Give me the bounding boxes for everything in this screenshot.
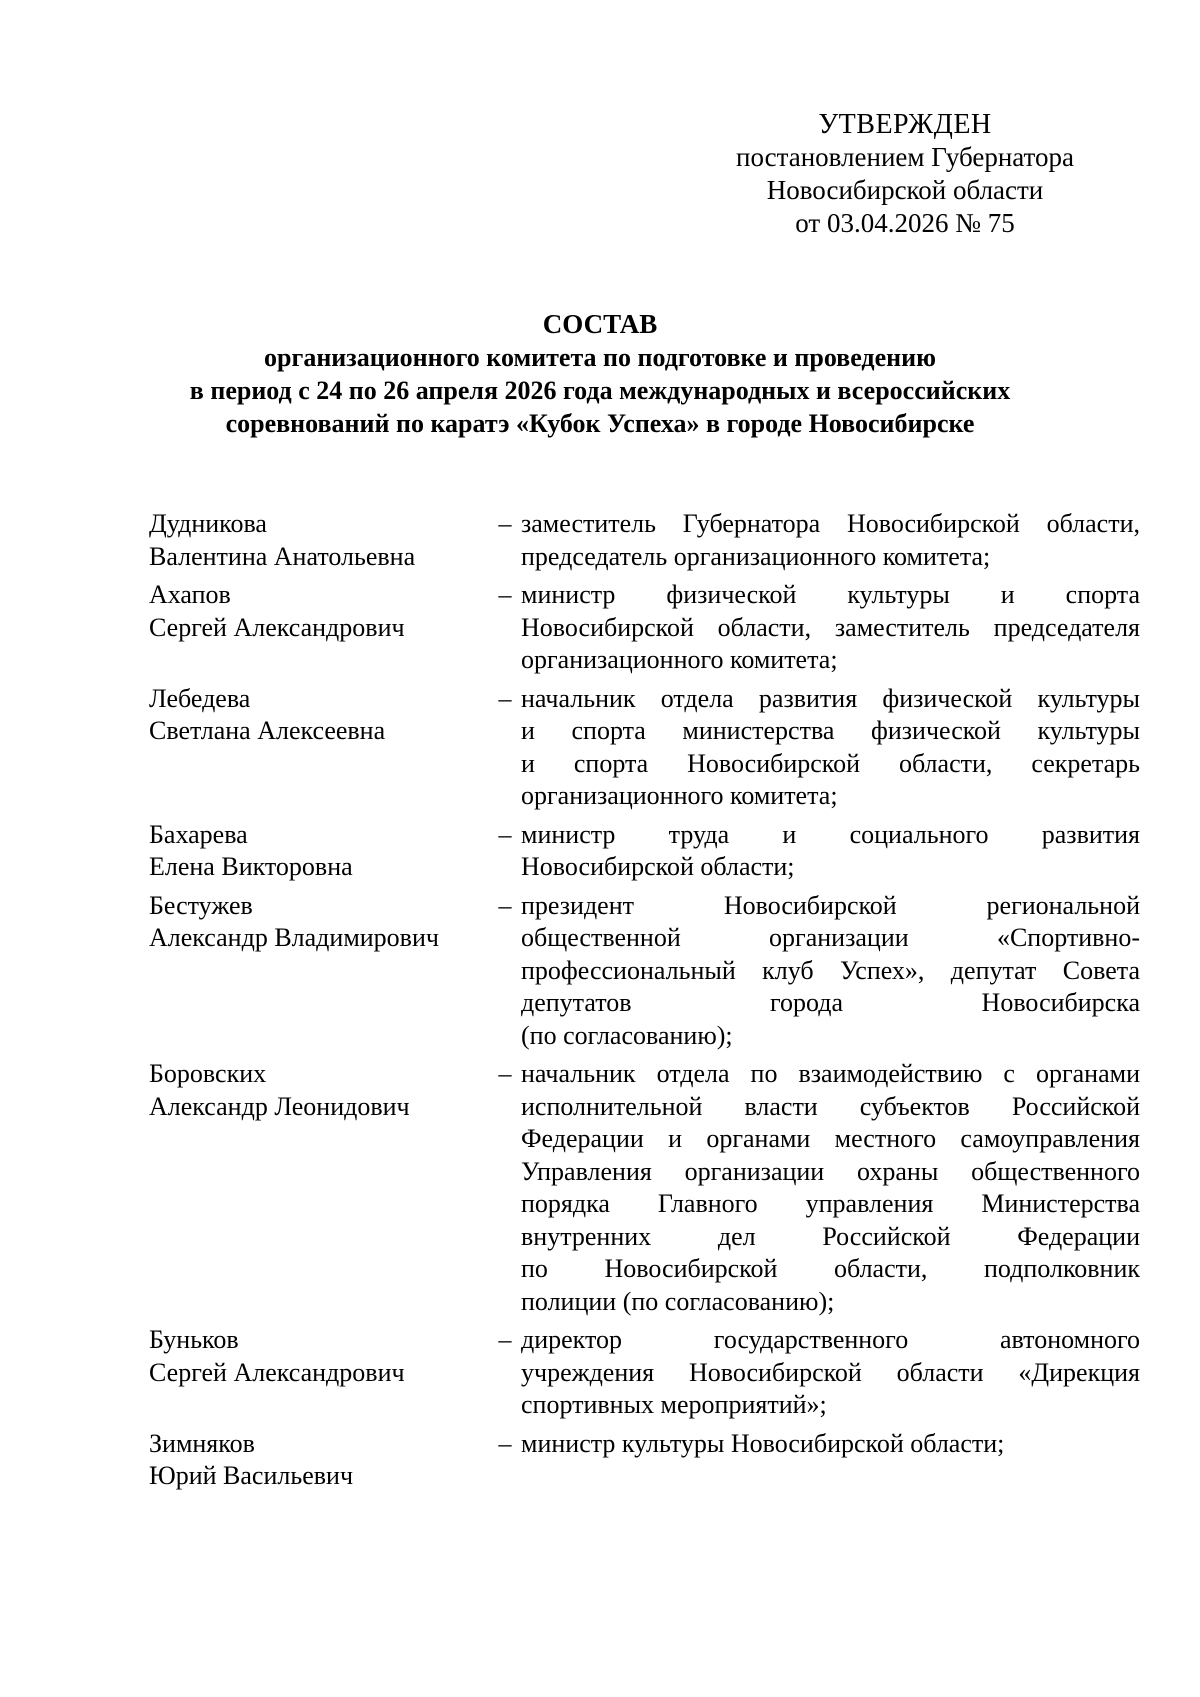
member-row: [149, 890, 1140, 1053]
member-row: [149, 1428, 1140, 1493]
member-given-names: Сергей Александрович: [149, 612, 405, 642]
member-row: [149, 819, 1140, 884]
member-role-line: Управления организации охраны общественного: [521, 1156, 1140, 1186]
member-surname: Ахапов: [149, 580, 231, 609]
member-role-line: и спорта министерства физической культуры: [521, 716, 1140, 745]
member-name: [149, 819, 489, 884]
member-role-line: министр труда и социального развития: [521, 819, 1140, 849]
dash-separator: –: [498, 580, 512, 609]
member-surname: Боровских: [149, 1059, 267, 1088]
document-subtitle-line: соревнований по каратэ «Кубок Успеха» в городе Новосибирске: [225, 409, 975, 438]
approval-region-line: Новосибирской области: [766, 175, 1044, 205]
member-name: [149, 1058, 489, 1123]
member-role-line: профессиональный клуб Успех», депутат Совета: [521, 955, 1140, 985]
member-given-names: Светлана Алексеевна: [149, 716, 386, 745]
member-role: [521, 1058, 1140, 1318]
document-subtitle-line: в период с 24 по 26 апреля 2026 года международных и всероссийских: [189, 376, 1011, 405]
member-role-line: депутатов города Новосибирска: [521, 988, 1140, 1017]
member-role-line: президент Новосибирской региональной: [521, 890, 1140, 920]
member-role: [521, 508, 1140, 573]
member-role-line: учреждения Новосибирской области «Дирекция: [521, 1357, 1140, 1387]
member-role-line: Новосибирской области;: [521, 852, 795, 881]
member-row: [149, 508, 1140, 573]
member-role-line: порядка Главного управления Министерства: [521, 1189, 1140, 1218]
member-surname: Бестужев: [149, 890, 253, 920]
dash-separator: –: [498, 1428, 512, 1458]
member-surname: Лебедева: [149, 683, 251, 713]
member-role-line: спортивных мероприятий»;: [521, 1390, 827, 1419]
member-name: [149, 508, 489, 573]
member-given-names: Сергей Александрович: [149, 1357, 405, 1387]
member-role: [521, 819, 1140, 884]
member-row: [149, 1324, 1140, 1422]
approval-stamp-block: [690, 108, 1120, 240]
member-role-line: организационного комитета;: [521, 781, 838, 810]
dash-separator: –: [498, 509, 512, 538]
member-role-line: заместитель Губернатора Новосибирской области,: [521, 509, 1140, 538]
member-role-line: исполнительной власти субъектов Российской: [521, 1091, 1140, 1121]
member-row: [149, 1058, 1140, 1318]
dash-separator: –: [498, 1059, 512, 1088]
member-role-line: внутренних дел Российской Федерации: [521, 1221, 1140, 1251]
member-given-names: Валентина Анатольевна: [149, 541, 416, 571]
member-role-line: (по согласованию);: [521, 1020, 733, 1050]
member-row: [149, 579, 1140, 677]
member-surname: Зимняков: [149, 1428, 255, 1458]
member-role-line: министр физической культуры и спорта: [521, 580, 1140, 609]
member-role-line: министр культуры Новосибирской области;: [521, 1428, 1005, 1458]
member-role-line: начальник отдела развития физической культуры: [521, 683, 1140, 713]
member-surname: Буньков: [149, 1325, 239, 1354]
document-title-block: [100, 308, 1100, 440]
member-role-line: общественной организации «Спортивно-: [521, 923, 1140, 952]
member-role-line: директор государственного автономного: [521, 1325, 1140, 1354]
member-role: [521, 890, 1140, 1053]
dash-separator: –: [498, 1325, 512, 1354]
member-row: [149, 683, 1140, 813]
approval-decree-line: постановлением Губернатора: [736, 142, 1074, 172]
member-role: [521, 1324, 1140, 1422]
member-role-line: организационного комитета;: [521, 645, 838, 674]
dash-separator: –: [498, 683, 512, 713]
member-role: [521, 579, 1140, 677]
member-role: [521, 1428, 1140, 1461]
member-given-names: Елена Викторовна: [149, 852, 353, 881]
member-role-line: и спорта Новосибирской области, секретарь: [521, 748, 1140, 778]
document-title: СОСТАВ: [542, 309, 658, 339]
dash-separator: –: [498, 819, 512, 849]
member-given-names: Александр Леонидович: [149, 1091, 410, 1121]
dash-separator: –: [498, 890, 512, 920]
member-role-line: Новосибирской области, заместитель председателя: [521, 612, 1140, 642]
member-name: [149, 1324, 489, 1389]
member-role-line: председатель организационного комитета;: [521, 541, 991, 571]
approval-date-number-line: от 03.04.2026 № 75: [795, 208, 1015, 238]
member-role-line: Федерации и органами местного самоуправления: [521, 1124, 1140, 1153]
member-name: [149, 683, 489, 748]
member-given-names: Юрий Васильевич: [149, 1461, 354, 1490]
member-surname: Бахарева: [149, 819, 248, 849]
member-name: [149, 1428, 489, 1493]
member-name: [149, 890, 489, 955]
member-role-line: начальник отдела по взаимодействию с органами: [521, 1059, 1140, 1088]
member-role-line: по Новосибирской области, подполковник: [521, 1254, 1140, 1283]
member-surname: Дудникова: [149, 509, 267, 538]
member-given-names: Александр Владимирович: [149, 923, 439, 952]
member-role: [521, 683, 1140, 813]
approved-heading: УТВЕРЖДЕН: [818, 109, 992, 140]
member-name: [149, 579, 489, 644]
committee-members-list: [149, 508, 1140, 1499]
member-role-line: полиции (по согласованию);: [521, 1286, 835, 1316]
document-subtitle-line: организационного комитета по подготовке и проведению: [264, 343, 936, 372]
